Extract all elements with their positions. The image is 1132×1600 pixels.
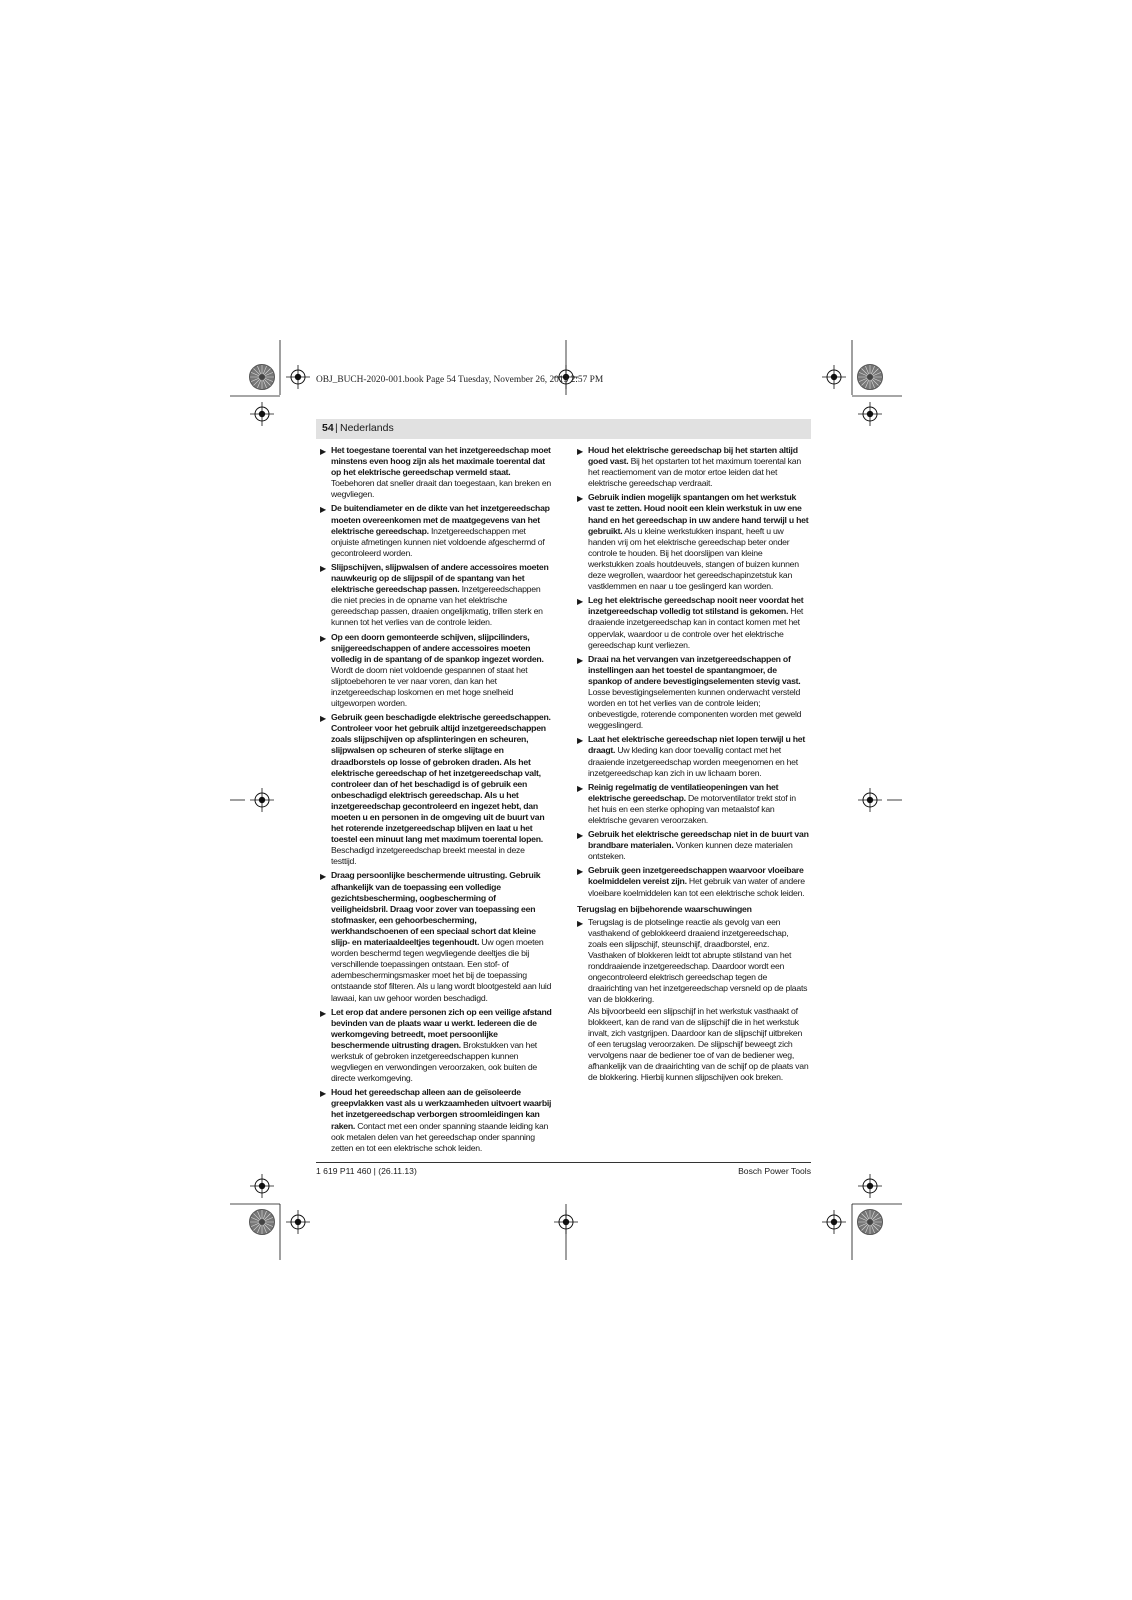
- section-language: Nederlands: [340, 422, 394, 434]
- warning-text: Het gebruik van water of andere vloeibare koelmiddelen kan tot een elektrische schok leiden.: [588, 876, 805, 898]
- kickback-paragraph: Als bijvoorbeeld een slijpschijf in het werkstuk vasthaakt of blokkeert, kan de rand van de slijpschijf die in het werkstuk invalt, zich vastgrijpen. Daardoor kan de slijpschijf uitbreken of een terugslag veroorzaken. De slijpschijf beweegt zich vervolgens naar de bediener toe of van de bediener weg, afhankelijk van de draairichting van de schijf op de plaats van de blokkering. Hierbij kunnen slijpschijven ook breken.: [588, 1005, 809, 1083]
- bullet-arrow-icon: ▶: [320, 714, 326, 724]
- warning-item: [577, 782, 809, 826]
- right-column: [577, 445, 809, 1086]
- file-header: OBJ_BUCH-2020-001.book Page 54 Tuesday, November 26, 2013 2:57 PM: [316, 375, 604, 385]
- warning-text: Uw ogen moeten worden beschermd tegen wegvliegende deeltjes die bij verschillende toepassingen ontstaan. Een stof- of adembeschermingsmasker moet het bij de toepassing ontstaande stof filteren. Als u lang wordt blootgesteld aan luid lawaai, kan uw gehoor worden beschadigd.: [331, 937, 552, 1003]
- warning-bold: Gebruik geen beschadigde elektrische gereedschappen. Controleer voor het gebruik altijd inzetgereedschappen zoals slijpschijven op afsplinteringen en scheuren, slijpwalsen op scheuren of sterke slijtage en draadborstels op losse of gebroken draden. Als het elektrische gereedschap of het inzetgereedschap valt, controleer dan of het beschadigd is of gebruik een onbeschadigd elektrisch gereedschap. Als u het inzetgereedschap gecontroleerd en ingezet hebt, dan moeten u en personen in de omgeving uit de buurt van het roterende inzetgereedschap blijven en laat u het toestel een minuut lang met maximum toerental lopen.: [331, 712, 551, 845]
- warning-item: [320, 503, 552, 558]
- warning-text: Toebehoren dat sneller draait dan toegestaan, kan breken en wegvliegen.: [331, 478, 551, 500]
- warning-item: [577, 445, 809, 489]
- warning-bold: Leg het elektrische gereedschap nooit neer voordat het inzetgereedschap volledig tot stilstand is gekomen.: [588, 595, 804, 617]
- bullet-arrow-icon: ▶: [320, 1008, 326, 1018]
- warning-bold: Houd het elektrische gereedschap bij het starten altijd goed vast.: [588, 445, 798, 467]
- warning-text: Het draaiende inzetgereedschap kan in contact komen met het oppervlak, waardoor u de controle over het elektrische gereedschap kunt verliezen.: [588, 606, 804, 650]
- warning-item: [320, 712, 552, 867]
- warning-text: Beschadigd inzetgereedschap breekt meestal in deze testtijd.: [331, 845, 525, 867]
- warning-text: Uw kleding kan door toevallig contact met het draaiende inzetgereedschap worden meegenomen en het inzetgereedschap kan zich in uw lichaam boren.: [588, 745, 798, 778]
- warning-item: [320, 562, 552, 629]
- warning-text: Als u kleine werkstukken inspant, heeft u uw handen vrij om het elektrische gereedschap beter onder controle te houden. Bij het doorslijpen van kleine werkstukken zoals houtdeuvels, stangen of buizen kunnen deze wegrollen, waardoor het gereedschapinzetstuk kan vastklemmen en naar u toe geslingerd kan worden.: [588, 525, 799, 592]
- warning-item: [577, 829, 809, 862]
- bullet-arrow-icon: ▶: [577, 597, 583, 607]
- bullet-arrow-icon: ▶: [320, 633, 326, 643]
- bullet-arrow-icon: ▶: [577, 783, 583, 793]
- warning-bold: Reinig regelmatig de ventilatieopeningen van het elektrische gereedschap.: [588, 781, 779, 803]
- bullet-arrow-icon: ▶: [577, 447, 583, 456]
- warning-text: De motorventilator trekt stof in het huis en een sterke ophoping van metaalstof kan elektrische gevaren veroorzaken.: [588, 792, 796, 825]
- warning-text: Bij het opstarten tot het maximum toerental kan het reactiemoment van de motor ertoe leiden dat het elektrische gereedschap verdraait.: [588, 456, 801, 489]
- warning-text: Brokstukken van het werkstuk of gebroken inzetgereedschappen kunnen wegvliegen en verwondingen veroorzaken, ook buiten de directe werkomgeving.: [331, 1039, 538, 1084]
- warning-bold: Slijpschijven, slijpwalsen of andere accessoires moeten nauwkeurig op de slijpspil of de spantang van het elektrische gereedschap passen.: [331, 561, 549, 595]
- left-column: [320, 445, 552, 1157]
- warning-item: [320, 1007, 552, 1085]
- warning-text: Wordt de doorn niet voldoende gespannen of staat het slijptoebehoren te ver naar voren, dan kan het inzetgereedschap loskomen en met hoge snelheid uitgeworpen worden.: [331, 664, 528, 709]
- warning-item: [577, 654, 809, 732]
- bullet-arrow-icon: ▶: [577, 736, 583, 746]
- warning-bold: Het toegestane toerental van het inzetgereedschap moet minstens even hoog zijn als het maximale toerental dat op het elektrische gereedschap vermeld staat.: [331, 445, 551, 478]
- warning-bold: Op een doorn gemonteerde schijven, slijpcilinders, snijgereedschappen of andere accessoires moeten volledig in de spantang of de spankop ingezet worden.: [331, 631, 544, 664]
- page-number: 54: [322, 422, 334, 434]
- section-subheading: Terugslag en bijbehorende waarschuwingen: [577, 903, 752, 914]
- warning-item: [320, 870, 552, 1003]
- bullet-arrow-icon: ▶: [320, 447, 326, 456]
- bullet-arrow-icon: ▶: [577, 494, 583, 504]
- kickback-paragraph: Terugslag is de plotselinge reactie als gevolg van een vasthakend of geblokkeerd draaiend inzetgereedschap, zoals een slijpschijf, steunschijf, draadborstel, enz. Vasthaken of blokkeren leidt tot abrupte stilstand van het ronddraaiende inzetgereedschap. Daardoor wordt een ongecontroleerd elektrisch gereedschap tegen de draairichting van het inzetgereedschap versneld op de plaats van de blokkering.: [588, 916, 808, 1005]
- footer-brand: Bosch Power Tools: [738, 1166, 811, 1176]
- footer-rule: [316, 1162, 811, 1163]
- bullet-arrow-icon: ▶: [577, 867, 583, 877]
- warning-item: [320, 632, 552, 710]
- warning-bold: Gebruik indien mogelijk spantangen om het werkstuk vast te zetten. Houd nooit een klein werkstuk in uw ene hand en het gereedschap in uw andere hand terwijl u het gebruikt.: [588, 492, 809, 536]
- warning-item: [577, 492, 809, 592]
- warning-item: [577, 865, 809, 898]
- warning-bold: Draag persoonlijke beschermende uitrusting. Gebruik afhankelijk van de toepassing een volledige gezichtsbescherming, oogbescherming of veiligheidsbril. Draag voor zover van toepassing een stofmasker, een gehoorbescherming, werkhandschoenen of een speciaal schort dat kleine slijp- en materiaaldeeltjes tegenhoudt.: [331, 870, 541, 948]
- bullet-arrow-icon: ▶: [320, 505, 326, 515]
- bullet-arrow-icon: ▶: [577, 655, 583, 665]
- warning-item: [320, 1087, 552, 1154]
- warning-text: Inzetgereedschappen die niet precies in de opname van het elektrische gereedschap passen, draaien ongelijkmatig, trillen sterk en kunnen tot het verlies van de controle leiden.: [331, 584, 543, 628]
- warning-bold: Draai na het vervangen van inzetgereedschappen of instellingen aan het toestel de spantangmoer, de spankop of andere bevestigingselementen stevig vast.: [588, 653, 801, 686]
- warning-bold: Laat het elektrische gereedschap niet lopen terwijl u het draagt.: [588, 734, 805, 756]
- bullet-arrow-icon: ▶: [320, 1089, 326, 1099]
- bullet-arrow-icon: ▶: [320, 563, 326, 573]
- warning-item: [577, 734, 809, 778]
- bullet-arrow-icon: ▶: [320, 872, 326, 882]
- bullet-arrow-icon: ▶: [577, 918, 583, 928]
- kickback-item: [577, 917, 809, 1083]
- header-separator: |: [335, 422, 338, 434]
- warning-bold: Houd het gereedschap alleen aan de geïsoleerde greepvlakken vast als u werkzaamheden uitvoert waarbij het inzetgereedschap verborgen stroomleidingen kan raken.: [331, 1087, 552, 1131]
- bullet-arrow-icon: ▶: [577, 831, 583, 841]
- page-header-band: [316, 419, 811, 439]
- warning-item: [577, 595, 809, 650]
- warning-text: Vonken kunnen deze materialen ontsteken.: [588, 840, 793, 862]
- warning-bold: Let erop dat andere personen zich op een veilige afstand bevinden van de plaats waar u werkt. Iedereen die de werkomgeving betreedt, moet persoonlijke beschermende uitrusting dragen.: [331, 1006, 552, 1050]
- warning-text: Losse bevestigingselementen kunnen onderwacht versteld worden en tot het verlies van de controle leiden; onbevestigde, roterende componenten worden met geweld weggeslingerd.: [588, 686, 802, 731]
- warning-bold: Gebruik geen inzetgereedschappen waarvoor vloeibare koelmiddelen vereist zijn.: [588, 865, 804, 887]
- warning-text: Inzetgereedschappen met onjuiste afmetingen kunnen niet voldoende afgeschermd of gecontroleerd worden.: [331, 525, 545, 558]
- warning-bold: De buitendiameter en de dikte van het inzetgereedschap moeten overeenkomen met de maatgegevens van het elektrische gereedschap.: [331, 503, 550, 536]
- warning-bold: Gebruik het elektrische gereedschap niet in de buurt van brandbare materialen.: [588, 829, 809, 851]
- footer-document-number: 1 619 P11 460 | (26.11.13): [316, 1166, 417, 1176]
- warning-text: Contact met een onder spanning staande leiding kan ook metalen delen van het gereedschap onder spanning zetten en tot een elektrische schok leiden.: [331, 1120, 549, 1153]
- warning-item: [320, 445, 552, 500]
